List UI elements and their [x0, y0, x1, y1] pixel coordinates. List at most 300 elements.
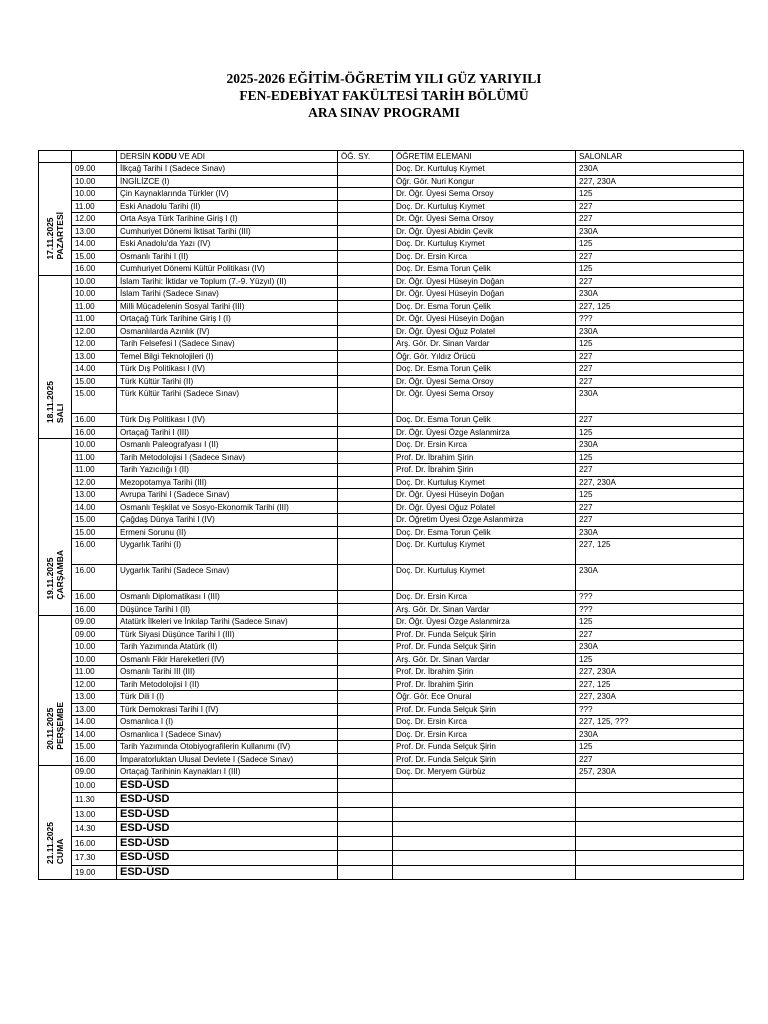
course-name: Ortaçağ Tarihinin Kaynakları I (III) [117, 766, 338, 779]
student-count [338, 591, 393, 604]
instructor-name: Doç. Dr. Ersin Kırca [393, 250, 576, 263]
exam-time: 15.00 [72, 388, 117, 414]
course-name: Osmanlı Tarihi III (III) [117, 666, 338, 679]
student-count [338, 213, 393, 226]
instructor-name: Dr. Öğr. Üyesi Hüseyin Doğan [393, 489, 576, 502]
table-row [39, 451, 744, 464]
instructor-name: Prof. Dr. İbrahim Şirin [393, 451, 576, 464]
room-list [576, 778, 744, 793]
room-list: 230A [576, 325, 744, 338]
course-name: İNGİLİZCE (I) [117, 175, 338, 188]
student-count [338, 778, 393, 793]
instructor-name: Prof. Dr. Funda Selçuk Şirin [393, 753, 576, 766]
day-cell [39, 766, 72, 880]
table-row [39, 753, 744, 766]
exam-time: 12.00 [72, 476, 117, 489]
instructor-name: Dr. Öğr. Üyesi Hüseyin Doğan [393, 313, 576, 326]
header-time [72, 151, 117, 163]
course-name: Ortaçağ Türk Tarihine Giriş I (I) [117, 313, 338, 326]
instructor-name: Arş. Gör. Dr. Sinan Vardar [393, 338, 576, 351]
instructor-name: Doç. Dr. Esma Torun Çelik [393, 414, 576, 427]
instructor-name: Doç. Dr. Esma Torun Çelik [393, 263, 576, 276]
day-label [45, 702, 65, 750]
instructor-name: Dr. Öğr. Üyesi Hüseyin Doğan [393, 275, 576, 288]
instructor-name: Dr. Öğr. Üyesi Abidin Çevik [393, 225, 576, 238]
exam-time: 10.00 [72, 641, 117, 654]
course-name: Uygarlık Tarihi (I) [117, 539, 338, 565]
room-list: 125 [576, 426, 744, 439]
instructor-name [393, 807, 576, 822]
exam-time: 16.00 [72, 753, 117, 766]
student-count [338, 238, 393, 251]
room-list [576, 836, 744, 851]
day-cell [39, 275, 72, 439]
room-list: 227, 230A [576, 691, 744, 704]
student-count [338, 476, 393, 489]
exam-time: 10.00 [72, 188, 117, 201]
course-name: Türk Demokrasi Tarihi I (IV) [117, 703, 338, 716]
exam-schedule-table [38, 150, 744, 880]
room-list: 227, 230A [576, 476, 744, 489]
table-row [39, 414, 744, 427]
instructor-name: Doç. Dr. Esma Torun Çelik [393, 363, 576, 376]
table-row [39, 666, 744, 679]
day-date: 20.11.2025 [45, 707, 55, 750]
course-name: İslam Tarihi: İktidar ve Toplum (7.-9. Yüzyıl) (II) [117, 275, 338, 288]
student-count [338, 851, 393, 866]
instructor-name: Dr. Öğr. Üyesi Hüseyin Doğan [393, 288, 576, 301]
table-row [39, 851, 744, 866]
instructor-name: Doç. Dr. Kurtuluş Kıymet [393, 565, 576, 591]
table-row [39, 288, 744, 301]
day-date: 21.11.2025 [45, 821, 55, 864]
room-list: ??? [576, 313, 744, 326]
instructor-name: Dr. Öğr. Üyesi Sema Orsoy [393, 375, 576, 388]
student-count [338, 363, 393, 376]
instructor-name: Öğr. Gör. Yıldız Örücü [393, 350, 576, 363]
course-name: Osmanlı Tarihi I (II) [117, 250, 338, 263]
day-date: 19.11.2025 [45, 557, 55, 600]
course-name: Ermeni Sorunu (II) [117, 526, 338, 539]
exam-time: 16.00 [72, 426, 117, 439]
header-course [117, 151, 338, 163]
room-list: ??? [576, 703, 744, 716]
course-name: İmparatorluktan Ulusal Devlete I (Sadece Sınav) [117, 753, 338, 766]
table-row [39, 250, 744, 263]
table-row [39, 514, 744, 527]
course-name: Osmanlıca I (Sadece Sınav) [117, 728, 338, 741]
student-count [338, 464, 393, 477]
room-list: 230A [576, 565, 744, 591]
day-label [45, 381, 65, 423]
table-row [39, 200, 744, 213]
document-title [0, 70, 768, 121]
room-list [576, 822, 744, 837]
student-count [338, 275, 393, 288]
student-count [338, 489, 393, 502]
course-name: Tarih Metodolojisi I (Sadece Sınav) [117, 451, 338, 464]
course-name: Milli Mücadelenin Sosyal Tarihi (III) [117, 300, 338, 313]
instructor-name: Prof. Dr. Funda Selçuk Şirin [393, 628, 576, 641]
exam-time: 11.00 [72, 464, 117, 477]
exam-time: 10.00 [72, 275, 117, 288]
room-list: 227 [576, 250, 744, 263]
student-count [338, 225, 393, 238]
exam-time: 17.30 [72, 851, 117, 866]
course-name: Osmanlı Paleografyası I (II) [117, 439, 338, 452]
exam-time: 12.00 [72, 213, 117, 226]
course-name: Ortaçağ Tarihi I (III) [117, 426, 338, 439]
table-row [39, 716, 744, 729]
exam-time: 10.00 [72, 175, 117, 188]
course-name: Osmanlıca I (I) [117, 716, 338, 729]
title-line-2: FEN-EDEBİYAT FAKÜLTESİ TARİH BÖLÜMÜ [239, 88, 529, 103]
day-name: PERŞEMBE [55, 702, 65, 750]
exam-time: 13.00 [72, 703, 117, 716]
student-count [338, 865, 393, 880]
student-count [338, 350, 393, 363]
room-list: 227 [576, 414, 744, 427]
day-name: PAZARTESİ [55, 211, 65, 260]
student-count [338, 793, 393, 808]
exam-time: 16.00 [72, 603, 117, 616]
course-name: Osmanlı Fikir Hareketleri (IV) [117, 653, 338, 666]
room-list: 257, 230A [576, 766, 744, 779]
room-list: 227, 230A [576, 175, 744, 188]
student-count [338, 200, 393, 213]
title-line-3: ARA SINAV PROGRAMI [308, 105, 460, 120]
room-list: 227 [576, 375, 744, 388]
room-list: 230A [576, 728, 744, 741]
table-row [39, 741, 744, 754]
course-name: Tarih Yazımında Otobiyografilerin Kullanımı (IV) [117, 741, 338, 754]
room-list: 125 [576, 263, 744, 276]
student-count [338, 426, 393, 439]
exam-time: 16.00 [72, 565, 117, 591]
instructor-name: Arş. Gör. Dr. Sinan Vardar [393, 653, 576, 666]
exam-time: 13.00 [72, 691, 117, 704]
instructor-name [393, 822, 576, 837]
instructor-name: Doç. Dr. Ersin Kırca [393, 439, 576, 452]
room-list: 125 [576, 338, 744, 351]
instructor-name: Prof. Dr. Funda Selçuk Şirin [393, 741, 576, 754]
room-list: ??? [576, 591, 744, 604]
room-list: 125 [576, 238, 744, 251]
course-name: Türk Dış Politikası I (IV) [117, 414, 338, 427]
student-count [338, 666, 393, 679]
student-count [338, 288, 393, 301]
table-row [39, 476, 744, 489]
course-name: İlkçağ Tarihi I (Sadece Sınav) [117, 163, 338, 176]
course-name: Düşünce Tarihi I (II) [117, 603, 338, 616]
instructor-name: Doç. Dr. Esma Torun Çelik [393, 526, 576, 539]
table-row [39, 641, 744, 654]
header-instructor: ÖĞRETİM ELEMANI [393, 151, 576, 163]
title-line-1: 2025-2026 EĞİTİM-ÖĞRETİM YILI GÜZ YARIYILI [226, 71, 542, 86]
exam-time: 12.00 [72, 678, 117, 691]
exam-time: 16.00 [72, 539, 117, 565]
course-name: ESD-ÜSD [117, 836, 338, 851]
student-count [338, 822, 393, 837]
day-name: SALI [55, 403, 65, 423]
instructor-name [393, 793, 576, 808]
room-list [576, 865, 744, 880]
course-name: Osmanlılarda Azınlık (IV) [117, 325, 338, 338]
exam-time: 16.00 [72, 836, 117, 851]
student-count [338, 414, 393, 427]
course-name: Çin Kaynaklarında Türkler (IV) [117, 188, 338, 201]
room-list: 227, 125, ??? [576, 716, 744, 729]
room-list: 230A [576, 388, 744, 414]
course-name: Uygarlık Tarihi (Sadece Sınav) [117, 565, 338, 591]
day-name: CUMA [55, 838, 65, 864]
table-row [39, 822, 744, 837]
student-count [338, 691, 393, 704]
room-list: 125 [576, 653, 744, 666]
table-row [39, 300, 744, 313]
course-name: Türk Siyasi Düşünce Tarihi I (III) [117, 628, 338, 641]
instructor-name: Doç. Dr. Esma Torun Çelik [393, 300, 576, 313]
instructor-name: Doç. Dr. Ersin Kırca [393, 728, 576, 741]
course-name: Avrupa Tarihi I (Sadece Sınav) [117, 489, 338, 502]
instructor-name: Prof. Dr. Funda Selçuk Şirin [393, 641, 576, 654]
room-list: 230A [576, 526, 744, 539]
instructor-name: Doç. Dr. Ersin Kırca [393, 591, 576, 604]
table-row [39, 163, 744, 176]
header-course-c: VE ADI [176, 152, 206, 161]
day-cell [39, 616, 72, 766]
room-list: 227 [576, 275, 744, 288]
student-count [338, 514, 393, 527]
course-name: Orta Asya Türk Tarihine Giriş I (I) [117, 213, 338, 226]
room-list [576, 793, 744, 808]
room-list: 227, 230A [576, 666, 744, 679]
student-count [338, 300, 393, 313]
exam-time: 11.00 [72, 666, 117, 679]
table-row [39, 325, 744, 338]
day-label [45, 212, 65, 260]
room-list: 125 [576, 741, 744, 754]
table-row [39, 728, 744, 741]
student-count [338, 539, 393, 565]
instructor-name: Arş. Gör. Dr. Sinan Vardar [393, 603, 576, 616]
exam-time: 09.00 [72, 616, 117, 629]
course-name: ESD-ÜSD [117, 778, 338, 793]
room-list: 227 [576, 464, 744, 477]
student-count [338, 741, 393, 754]
exam-time: 16.00 [72, 591, 117, 604]
exam-time: 15.00 [72, 375, 117, 388]
student-count [338, 338, 393, 351]
table-row [39, 338, 744, 351]
course-name: Mezopotamya Tarihi (III) [117, 476, 338, 489]
course-name: İslam Tarihi (Sadece Sınav) [117, 288, 338, 301]
course-name: ESD-ÜSD [117, 793, 338, 808]
day-name: ÇARŞAMBA [55, 550, 65, 600]
student-count [338, 703, 393, 716]
table-row [39, 526, 744, 539]
student-count [338, 526, 393, 539]
course-name: ESD-ÜSD [117, 807, 338, 822]
exam-time: 15.00 [72, 514, 117, 527]
course-name: Eski Anadolu'da Yazı (IV) [117, 238, 338, 251]
student-count [338, 439, 393, 452]
course-name: Eski Anadolu Tarihi (II) [117, 200, 338, 213]
instructor-name: Dr. Öğr. Üyesi Oğuz Polatel [393, 501, 576, 514]
table-row [39, 439, 744, 452]
room-list: 227 [576, 200, 744, 213]
room-list: 227 [576, 514, 744, 527]
student-count [338, 653, 393, 666]
course-name: Türk Dili I (I) [117, 691, 338, 704]
table-row [39, 565, 744, 591]
instructor-name: Prof. Dr. İbrahim Şirin [393, 678, 576, 691]
instructor-name [393, 778, 576, 793]
exam-time: 13.00 [72, 489, 117, 502]
student-count [338, 766, 393, 779]
student-count [338, 388, 393, 414]
student-count [338, 836, 393, 851]
course-name: ESD-ÜSD [117, 851, 338, 866]
course-name: Türk Dış Politikası I (IV) [117, 363, 338, 376]
instructor-name: Doç. Dr. Kurtuluş Kıymet [393, 238, 576, 251]
table-row [39, 363, 744, 376]
room-list: 227 [576, 753, 744, 766]
exam-time: 13.00 [72, 807, 117, 822]
instructor-name: Dr. Öğretim Üyesi Özge Aslanmirza [393, 514, 576, 527]
exam-time: 15.00 [72, 741, 117, 754]
room-list [576, 851, 744, 866]
table-row [39, 313, 744, 326]
table-row [39, 766, 744, 779]
exam-time: 09.00 [72, 163, 117, 176]
course-name: Cumhuriyet Dönemi Kültür Politikası (IV) [117, 263, 338, 276]
table-row [39, 175, 744, 188]
student-count [338, 728, 393, 741]
course-name: Türk Kültür Tarihi (II) [117, 375, 338, 388]
table-row [39, 388, 744, 414]
instructor-name: Doç. Dr. Kurtuluş Kıymet [393, 163, 576, 176]
table-row [39, 793, 744, 808]
instructor-name: Dr. Öğr. Üyesi Oğuz Polatel [393, 325, 576, 338]
course-name: Atatürk İlkeleri ve İnkılap Tarihi (Sadece Sınav) [117, 616, 338, 629]
exam-time: 11.30 [72, 793, 117, 808]
table-row [39, 539, 744, 565]
header-course-code: KODU [152, 152, 177, 161]
header-row [39, 151, 744, 163]
table-row [39, 489, 744, 502]
course-name: Tarih Yazımında Atatürk (II) [117, 641, 338, 654]
student-count [338, 603, 393, 616]
exam-time: 09.00 [72, 628, 117, 641]
student-count [338, 616, 393, 629]
instructor-name: Öğr. Gör. Nuri Kongur [393, 175, 576, 188]
exam-time: 09.00 [72, 766, 117, 779]
instructor-name: Doç. Dr. Meryem Gürbüz [393, 766, 576, 779]
student-count [338, 565, 393, 591]
exam-time: 14.00 [72, 501, 117, 514]
instructor-name: Prof. Dr. Funda Selçuk Şirin [393, 703, 576, 716]
table-row [39, 213, 744, 226]
instructor-name: Prof. Dr. İbrahim Şirin [393, 666, 576, 679]
exam-time: 13.00 [72, 225, 117, 238]
room-list: 230A [576, 163, 744, 176]
day-date: 17.11.2025 [45, 217, 55, 260]
course-name: Tarih Metodolojisi I (II) [117, 678, 338, 691]
room-list: 125 [576, 489, 744, 502]
room-list: 230A [576, 641, 744, 654]
student-count [338, 641, 393, 654]
table-row [39, 225, 744, 238]
instructor-name: Dr. Öğr. Üyesi Özge Aslanmirza [393, 616, 576, 629]
table-row [39, 628, 744, 641]
instructor-name: Dr. Öğr. Üyesi Sema Orsoy [393, 213, 576, 226]
instructor-name: Doç. Dr. Kurtuluş Kıymet [393, 476, 576, 489]
exam-time: 15.00 [72, 526, 117, 539]
header-day [39, 151, 72, 163]
table-row [39, 263, 744, 276]
table-row [39, 778, 744, 793]
instructor-name [393, 836, 576, 851]
exam-time: 10.00 [72, 439, 117, 452]
table-row [39, 591, 744, 604]
room-list: 227 [576, 363, 744, 376]
student-count [338, 188, 393, 201]
student-count [338, 375, 393, 388]
table-row [39, 426, 744, 439]
table-row [39, 807, 744, 822]
header-course-a: DERSİN [120, 152, 153, 161]
room-list: 227, 125 [576, 300, 744, 313]
exam-time: 16.00 [72, 263, 117, 276]
course-name: Tarih Felsefesi I (Sadece Sınav) [117, 338, 338, 351]
instructor-name: Dr. Öğr. Üyesi Sema Orsoy [393, 388, 576, 414]
student-count [338, 250, 393, 263]
student-count [338, 163, 393, 176]
table-row [39, 616, 744, 629]
room-list: 230A [576, 225, 744, 238]
table-row [39, 836, 744, 851]
course-name: Türk Kültür Tarihi (Sadece Sınav) [117, 388, 338, 414]
exam-time: 11.00 [72, 313, 117, 326]
table-row [39, 653, 744, 666]
course-name: Osmanlı Teşkilat ve Sosyo-Ekonomik Tarihi (III) [117, 501, 338, 514]
exam-time: 14.00 [72, 728, 117, 741]
table-row [39, 188, 744, 201]
instructor-name: Dr. Öğr. Üyesi Sema Orsoy [393, 188, 576, 201]
day-label [45, 822, 65, 864]
room-list [576, 807, 744, 822]
table-row [39, 464, 744, 477]
student-count [338, 451, 393, 464]
room-list: 125 [576, 616, 744, 629]
day-date: 18.11.2025 [45, 380, 55, 423]
exam-time: 19.00 [72, 865, 117, 880]
instructor-name: Doç. Dr. Ersin Kırca [393, 716, 576, 729]
instructor-name [393, 865, 576, 880]
exam-time: 12.00 [72, 338, 117, 351]
instructor-name: Prof. Dr. İbrahim Şirin [393, 464, 576, 477]
room-list: 125 [576, 188, 744, 201]
course-name: Osmanlı Diplomatikası I (III) [117, 591, 338, 604]
student-count [338, 175, 393, 188]
header-rooms: SALONLAR [576, 151, 744, 163]
exam-time: 14.00 [72, 716, 117, 729]
instructor-name: Doç. Dr. Kurtuluş Kıymet [393, 200, 576, 213]
day-cell [39, 439, 72, 616]
student-count [338, 325, 393, 338]
exam-time: 15.00 [72, 250, 117, 263]
